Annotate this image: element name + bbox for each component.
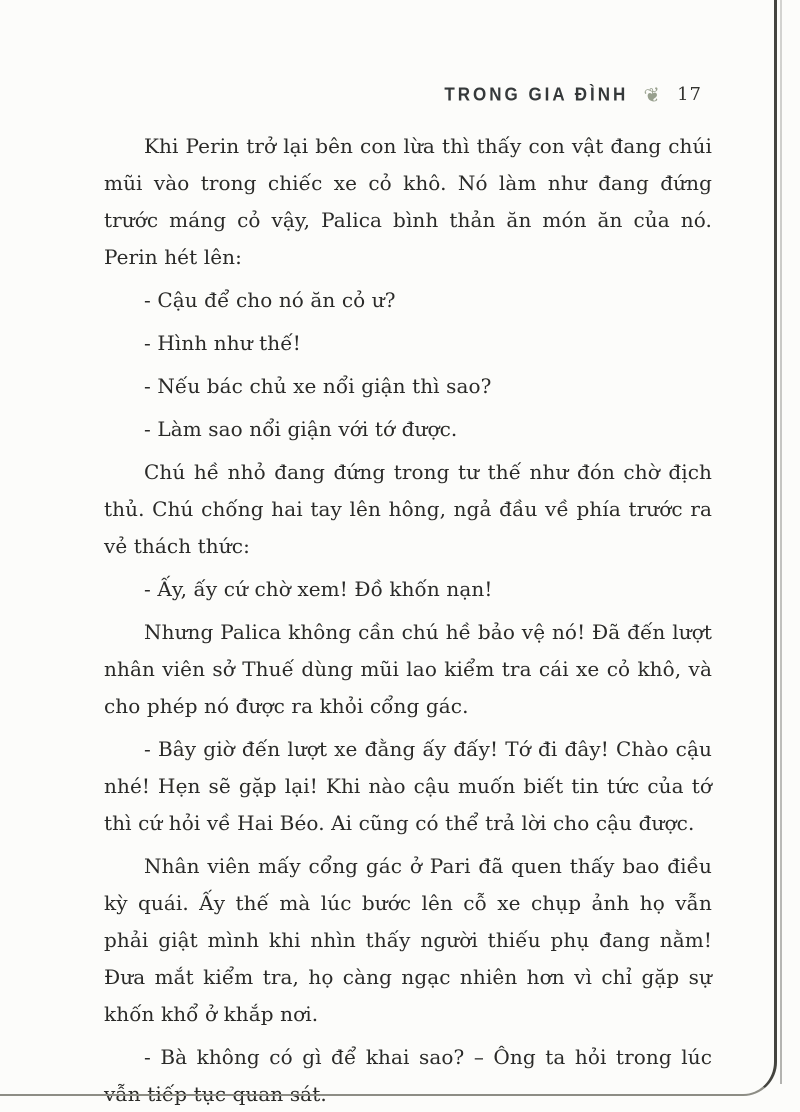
dialogue-line: - Hình như thế!: [144, 331, 301, 355]
running-head-title: TRONG GIA ĐÌNH: [444, 83, 629, 105]
dialogue-line: - Cậu để cho nó ăn cỏ ư?: [144, 288, 396, 312]
dialogue-line: - Làm sao nổi giận với tớ được.: [144, 417, 458, 441]
dialogue-line: - Nếu bác chủ xe nổi giận thì sao?: [144, 374, 492, 398]
page-edge-soft-shadow: [780, 0, 782, 1084]
dialogue-line: - Bây giờ đến lượt xe đằng ấy đấy! Tớ đi đây! Chào cậu nhé! Hẹn sẽ gặp lại! Khi nào cậu muốn biết tin tức của tớ thì cứ hỏi về Hai Béo. Ai cũng có thể trả lời cho cậu được.: [104, 737, 712, 835]
paragraph: Nhân viên mấy cổng gác ở Pari đã quen thấy bao điều kỳ quái. Ấy thế mà lúc bước lên cỗ xe chụp ảnh họ vẫn phải giật mình khi nhìn thấy người thiếu phụ đang nằm! Đưa mắt kiểm tra, họ càng ngạc nhiên hơn vì chỉ gặp sự khốn khổ ở khắp nơi.: [104, 854, 712, 1026]
paragraph: Khi Perin trở lại bên con lừa thì thấy con vật đang chúi mũi vào trong chiếc xe cỏ khô. Nó làm như đang đứng trước máng cỏ vậy, Palica bình thản ăn món ăn của nó. Perin hét lên:: [104, 134, 712, 269]
paragraph: Nhưng Palica không cần chú hề bảo vệ nó! Đã đến lượt nhân viên sở Thuế dùng mũi lao kiểm tra cái xe cỏ khô, và cho phép nó được ra khỏi cổng gác.: [104, 620, 712, 718]
dialogue-line: - Bà không có gì để khai sao? – Ông ta hỏi trong lúc vẫn tiếp tục quan sát.: [104, 1045, 712, 1106]
body-text-block: [104, 128, 712, 1112]
dialogue-line: - Ấy, ấy cứ chờ xem! Đồ khốn nạn!: [144, 577, 493, 601]
floral-ornament-icon: ❦: [642, 81, 664, 108]
paragraph: Chú hề nhỏ đang đứng trong tư thế như đón chờ địch thủ. Chú chống hai tay lên hông, ngả đầu về phía trước ra vẻ thách thức:: [104, 460, 712, 558]
page-number: 17: [677, 84, 702, 105]
page-header: [444, 81, 702, 108]
